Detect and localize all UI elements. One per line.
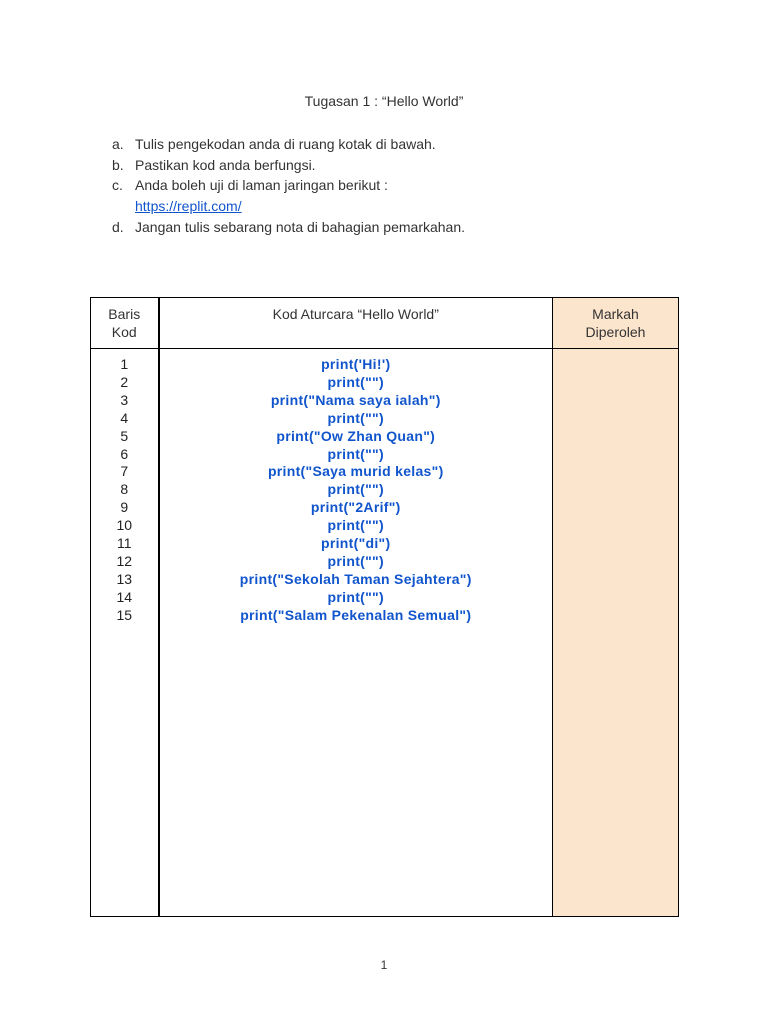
header-code <box>159 298 553 349</box>
instruction-text: Pastikan kod anda berfungsi. <box>135 156 316 173</box>
code-line: print("di") <box>321 535 391 552</box>
line-number: 1 <box>120 356 129 372</box>
header-line-number <box>91 298 159 349</box>
instruction-text: Jangan tulis sebarang nota di bahagian pemarkahan. <box>135 218 466 235</box>
instruction-letter: d. <box>112 218 124 235</box>
line-number-cell <box>91 349 159 917</box>
instruction-item <box>112 217 672 238</box>
code-line: print("2Arif") <box>310 499 401 516</box>
replit-link[interactable]: https://replit.com/ <box>135 198 242 215</box>
instruction-text: Tulis pengekodan anda di ruang kotak di bawah. <box>135 136 436 152</box>
code-line: print("") <box>327 517 384 534</box>
instruction-letter: a. <box>112 136 124 152</box>
line-number: 2 <box>120 373 129 390</box>
code-line: print("") <box>327 445 384 462</box>
document-title: Tugasan 1 : “Hello World” <box>304 93 464 109</box>
code-line: print("Sekolah Taman Sejahtera") <box>239 570 472 587</box>
header-line-number-text-1: Baris <box>108 306 141 322</box>
header-marks <box>553 298 679 349</box>
line-number-list <box>91 349 158 625</box>
instruction-item <box>112 155 672 176</box>
instruction-item <box>112 134 672 155</box>
code-line: print("") <box>327 373 384 390</box>
header-line-number-text-2: Kod <box>111 324 137 340</box>
marks-cell <box>553 349 679 917</box>
line-number: 4 <box>120 409 129 426</box>
table-header-row <box>91 298 679 349</box>
header-code-text: Kod Aturcara “Hello World” <box>272 306 439 322</box>
code-line: print("Saya murid kelas") <box>267 463 444 480</box>
line-number: 8 <box>120 481 129 498</box>
line-number: 15 <box>116 606 133 623</box>
code-line: print("") <box>327 409 384 426</box>
instruction-item <box>112 175 672 216</box>
line-number: 9 <box>120 499 129 516</box>
code-line: print("Nama saya ialah") <box>270 391 441 408</box>
code-cell[interactable] <box>159 349 553 917</box>
table-body-row <box>91 349 679 917</box>
instruction-letter: c. <box>112 177 123 194</box>
code-line-list <box>160 349 553 625</box>
code-line: print("") <box>327 481 384 498</box>
instruction-text: Anda boleh uji di laman jaringan berikut : <box>135 177 388 194</box>
code-table <box>90 297 679 917</box>
line-number: 12 <box>116 552 133 569</box>
code-line: print("Ow Zhan Quan") <box>276 427 436 444</box>
code-line: print("") <box>327 588 384 605</box>
header-marks-text-1: Markah <box>592 306 639 322</box>
line-number: 5 <box>120 427 129 444</box>
line-number: 3 <box>120 391 129 408</box>
line-number: 6 <box>120 445 129 462</box>
code-line: print("") <box>327 552 384 569</box>
instruction-list <box>112 134 672 238</box>
line-number: 10 <box>116 517 133 534</box>
line-number: 7 <box>120 463 129 480</box>
instruction-text-block <box>135 175 672 216</box>
line-number: 11 <box>116 535 132 552</box>
header-marks-text-2: Diperoleh <box>585 324 646 340</box>
line-number: 13 <box>116 570 133 587</box>
page-number: 1 <box>380 958 388 972</box>
line-number: 14 <box>116 588 133 605</box>
code-line: print('Hi!') <box>321 356 391 372</box>
instruction-letter: b. <box>112 156 124 173</box>
code-line: print("Salam Pekenalan Semual") <box>240 606 472 623</box>
